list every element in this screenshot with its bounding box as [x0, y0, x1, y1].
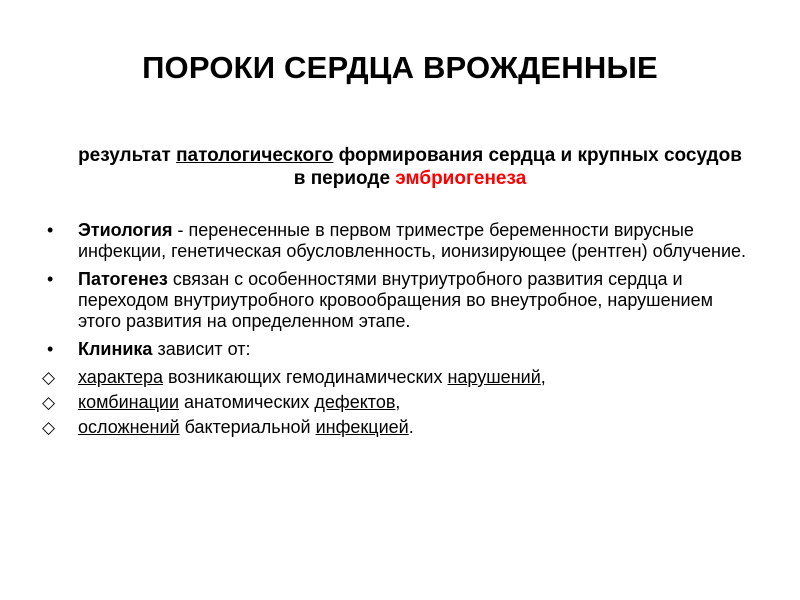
subitem-underlined-2: инфекцией	[315, 417, 409, 437]
bullet-pathogenesis	[40, 269, 760, 332]
slide-subtitle	[75, 144, 745, 190]
subtitle-text-2: формирования сердца и крупных сосудов в периоде	[293, 145, 742, 189]
subitem-combination	[40, 392, 760, 413]
subitem-text: анатомических	[179, 392, 315, 412]
diamond-bullet-icon: ◇	[42, 418, 56, 437]
subitem-underlined-1: комбинации	[78, 392, 179, 412]
bullet-marker: •	[47, 220, 54, 240]
subtitle-underlined-word: патологического	[176, 145, 334, 166]
subitem-end: .	[408, 417, 414, 437]
subtitle-text-1: результат	[78, 145, 177, 166]
diamond-bullet-icon: ◇	[42, 368, 56, 387]
subitem-end: ,	[540, 367, 546, 387]
slide-title: ПОРОКИ СЕРДЦА ВРОЖДЕННЫЕ	[142, 50, 658, 85]
bullet-text: связан с особенностями внутриутробного развития сердца и переходом внутриутробного кровообращения во внеутробное, нарушением этого развития на определенном этапе.	[78, 269, 713, 331]
subitem-underlined-1: осложнений	[78, 417, 180, 437]
diamond-bullet-icon: ◇	[42, 393, 56, 412]
subitem-end: ,	[395, 392, 401, 412]
bullet-text: зависит от:	[152, 339, 251, 359]
bullet-text: - перенесенные в первом триместре беременности вирусные инфекции, генетическая обусловленность, ионизирующее (рентген) облучение.	[78, 220, 747, 261]
subitem-underlined-1: характера	[78, 367, 163, 387]
bullet-marker: •	[47, 269, 54, 289]
subitem-hemodynamic	[40, 367, 760, 388]
bullet-heading: Клиника	[78, 339, 153, 359]
bullet-marker: •	[47, 339, 54, 359]
subitem-underlined-2: нарушений	[447, 367, 541, 387]
bullet-etiology	[40, 220, 760, 262]
subitem-complications	[40, 417, 760, 438]
subtitle-red-word: эмбриогенеза	[395, 168, 527, 189]
subitem-text: бактериальной	[179, 417, 316, 437]
bullet-heading: Этиология	[78, 220, 173, 240]
bullet-list	[40, 220, 760, 442]
subitem-underlined-2: дефектов	[314, 392, 396, 412]
bullet-clinic	[40, 339, 760, 360]
bullet-heading: Патогенез	[78, 269, 168, 289]
subitem-text: возникающих гемодинамических	[162, 367, 448, 387]
